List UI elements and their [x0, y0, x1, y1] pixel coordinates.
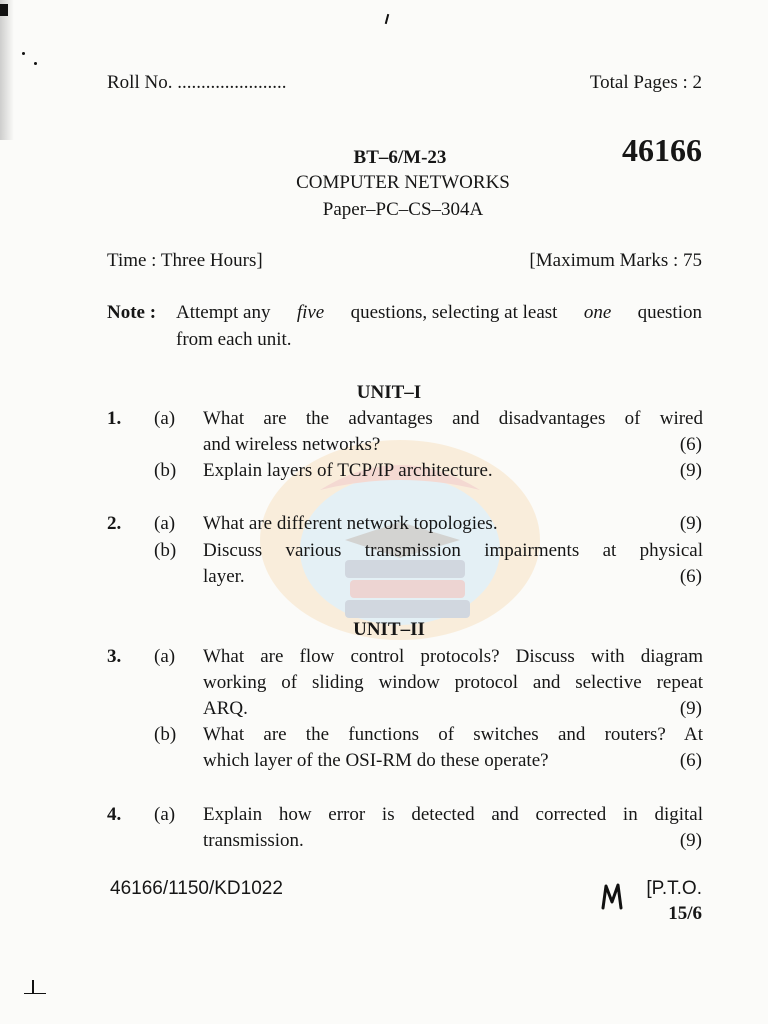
question-number: 2.	[107, 513, 122, 534]
question-number: 1.	[107, 408, 122, 429]
time-allowed: Time : Three Hours]	[107, 250, 263, 271]
scan-mark	[24, 993, 46, 994]
part-label: (b)	[154, 724, 177, 745]
question-text: layer.	[203, 566, 245, 587]
question-text: What are the advantages and disadvantages of wired	[203, 408, 703, 429]
marks: (9)	[679, 513, 702, 534]
note-emphasis: five	[296, 302, 325, 323]
note-label: Note :	[107, 302, 157, 323]
scan-mark	[0, 4, 8, 16]
question-text: which layer of the OSI-RM do these operate?	[203, 750, 549, 771]
scan-mark	[32, 980, 34, 994]
marks: (6)	[679, 566, 702, 587]
scan-dot	[22, 52, 25, 55]
note-text: question	[637, 302, 702, 323]
question-number: 4.	[107, 804, 122, 825]
roll-number-field: Roll No. .......................	[107, 72, 287, 93]
question-text: Explain layers of TCP/IP architecture.	[203, 460, 493, 481]
question-text: What are the functions of switches and routers? At	[203, 724, 703, 745]
unit-heading: UNIT–II	[353, 619, 425, 640]
scan-dot	[34, 62, 37, 65]
paper-number: 46166	[622, 132, 702, 168]
question-text: working of sliding window protocol and selective repeat	[203, 672, 703, 693]
note-emphasis: one	[583, 302, 612, 323]
question-number: 3.	[107, 646, 122, 667]
part-label: (a)	[154, 804, 176, 825]
unit-heading: UNIT–I	[356, 382, 422, 403]
question-text: and wireless networks?	[203, 434, 381, 455]
handwritten-initial	[600, 882, 628, 912]
marks: (6)	[679, 750, 702, 771]
part-label: (b)	[154, 540, 177, 561]
pto-marker: [P.T.O.	[646, 878, 702, 899]
part-label: (a)	[154, 408, 176, 429]
question-text: Discuss various transmission impairments at physical	[203, 540, 703, 561]
note-text: questions, selecting at least	[350, 302, 558, 323]
exam-code: BT–6/M-23	[353, 147, 447, 168]
paper-code: Paper–PC–CS–304A	[322, 199, 484, 220]
question-text: transmission.	[203, 830, 304, 851]
question-text: Explain how error is detected and corrected in digital	[203, 804, 703, 825]
footer-code: 46166/1150/KD1022	[110, 878, 283, 899]
question-text: What are different network topologies.	[203, 513, 498, 534]
marks: (9)	[679, 698, 702, 719]
total-pages: Total Pages : 2	[589, 72, 702, 93]
part-label: (a)	[154, 646, 176, 667]
part-label: (b)	[154, 460, 177, 481]
note-line-1	[176, 300, 702, 326]
question-text: What are flow control protocols? Discuss with diagram	[203, 646, 703, 667]
question-text: ARQ.	[203, 698, 248, 719]
maximum-marks: [Maximum Marks : 75	[529, 250, 702, 271]
marks: (6)	[679, 434, 702, 455]
footer-date: 15/6	[668, 903, 702, 924]
scan-edge-shadow	[0, 0, 14, 140]
part-label: (a)	[154, 513, 176, 534]
marks: (9)	[679, 460, 702, 481]
marks: (9)	[679, 830, 702, 851]
scan-mark	[385, 14, 390, 24]
note-line-2: from each unit.	[176, 329, 292, 350]
subject-title: COMPUTER NETWORKS	[296, 172, 510, 193]
note-text: Attempt any	[176, 302, 271, 323]
